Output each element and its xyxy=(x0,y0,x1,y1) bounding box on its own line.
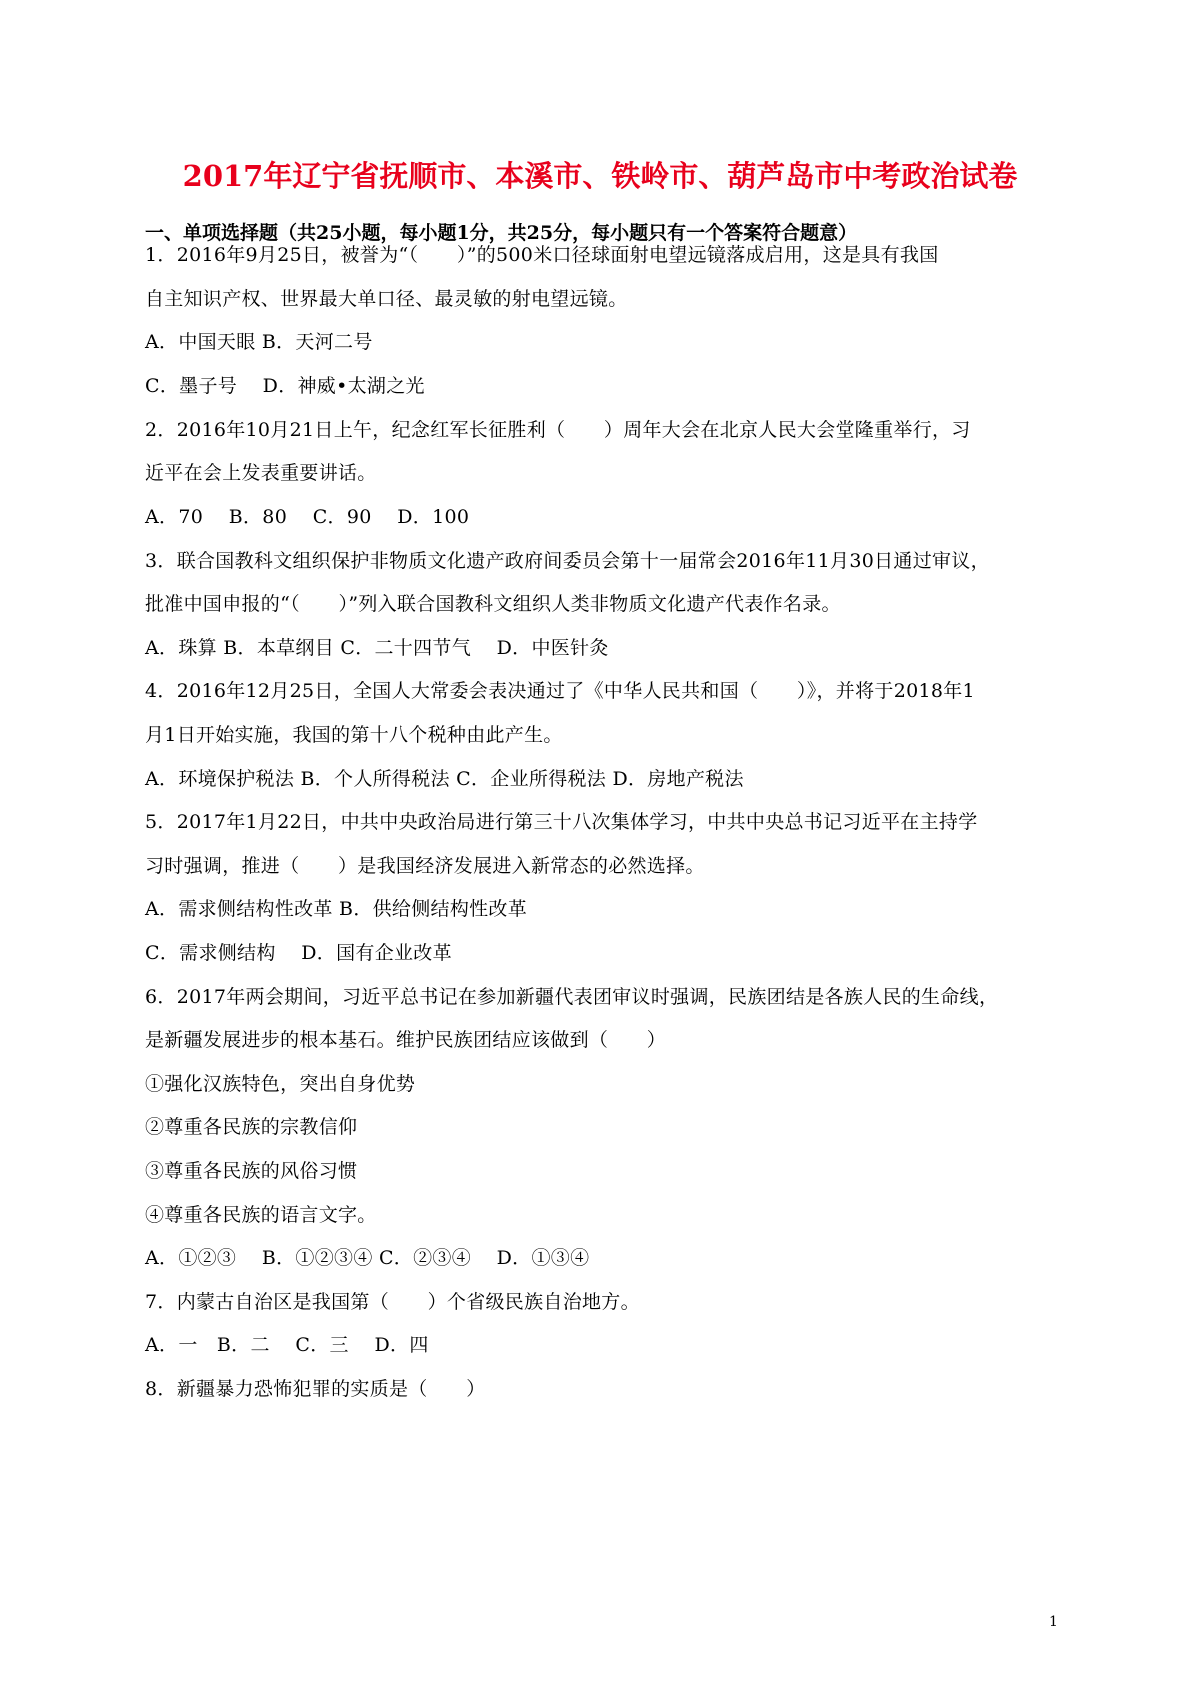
statement-line: ④尊重各民族的语言文字。 xyxy=(145,1204,377,1226)
text-line: 4．2016年12月25日，全国人大常委会表决通过了《中华人民共和国（ ）》，并将于2018年1 xyxy=(145,680,975,702)
text-line: 月1日开始实施，我国的第十八个税种由此产生。 xyxy=(145,724,563,746)
exam-title: 2017年辽宁省抚顺市、本溪市、铁岭市、葫芦岛市中考政治试卷 xyxy=(182,159,1018,193)
text-line: 5．2017年1月22日，中共中央政治局进行第三十八次集体学习，中共中央总书记习近平在主持学 xyxy=(145,811,978,833)
text-line: 7．内蒙古自治区是我国第（ ）个省级民族自治地方。 xyxy=(145,1291,640,1313)
option-line: A．珠算 B．本草纲目 C．二十四节气 D．中医针灸 xyxy=(145,637,609,659)
text-line: 是新疆发展进步的根本基石。维护民族团结应该做到（ ） xyxy=(145,1029,667,1051)
text-line: 1．2016年9月25日，被誉为“（ ）”的500米口径球面射电望远镜落成启用，这是具有我国 xyxy=(145,244,939,266)
text-line: 6．2017年两会期间，习近平总书记在参加新疆代表团审议时强调，民族团结是各族人民的生命线， xyxy=(145,986,999,1008)
option-line: A．中国天眼 B．天河二号 xyxy=(145,331,373,353)
page-number: 1 xyxy=(1049,1614,1058,1630)
option-line: A．①②③ B．①②③④ C．②③④ D．①③④ xyxy=(145,1247,590,1269)
option-line: A．70 B．80 C．90 D．100 xyxy=(145,506,470,528)
text-line: 2．2016年10月21日上午，纪念红军长征胜利（ ）周年大会在北京人民大会堂隆重举行，习 xyxy=(145,419,971,441)
text-line: 自主知识产权、世界最大单口径、最灵敏的射电望远镜。 xyxy=(145,288,628,310)
statement-line: ②尊重各民族的宗教信仰 xyxy=(145,1116,358,1138)
text-line: 批准中国申报的“（ ）”列入联合国教科文组织人类非物质文化遗产代表作名录。 xyxy=(145,593,841,615)
statement-line: ③尊重各民族的风俗习惯 xyxy=(145,1160,358,1182)
text-line: 8．新疆暴力恐怖犯罪的实质是（ ） xyxy=(145,1378,486,1400)
option-line: C．需求侧结构 D．国有企业改革 xyxy=(145,942,452,964)
section-heading: 一、单项选择题（共25小题，每小题1分，共25分，每小题只有一个答案符合题意） xyxy=(145,222,858,244)
option-line: C．墨子号 D．神威•太湖之光 xyxy=(145,375,425,397)
text-line: 3．联合国教科文组织保护非物质文化遗产政府间委员会第十一届常会2016年11月30日通过审议， xyxy=(145,550,990,572)
option-line: A．环境保护税法 B．个人所得税法 C．企业所得税法 D．房地产税法 xyxy=(145,768,744,790)
option-line: A．一 B．二 C．三 D．四 xyxy=(145,1334,429,1356)
option-line: A．需求侧结构性改革 B．供给侧结构性改革 xyxy=(145,898,528,920)
text-line: 习时强调，推进（ ）是我国经济发展进入新常态的必然选择。 xyxy=(145,855,705,877)
text-line: 近平在会上发表重要讲话。 xyxy=(145,462,377,484)
statement-line: ①强化汉族特色，突出自身优势 xyxy=(145,1073,416,1095)
